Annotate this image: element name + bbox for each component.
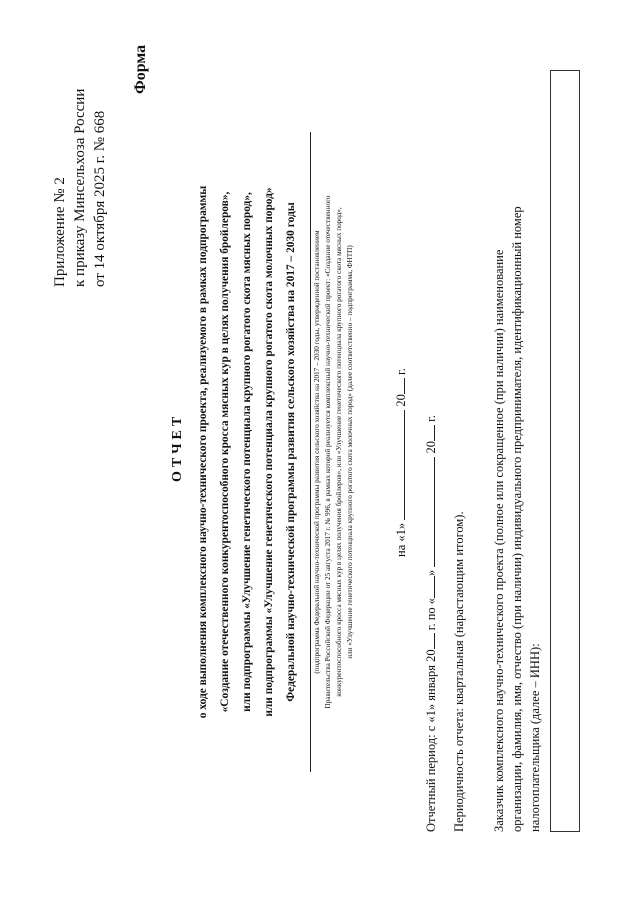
- subtitle-line: или подпрограммы «Улучшение генетического потенциала крупного рогатого скота мясных пород»,: [241, 192, 253, 712]
- appendix-order-date: от 14 октября 2025 г. № 668: [92, 110, 108, 287]
- report-date-year-blank[interactable]: [392, 378, 405, 394]
- subtitle-line: Федеральной научно-технической программы развития сельского хозяйства на 2017 – 2030 годы: [285, 202, 297, 702]
- report-title: ОТЧЕТ: [170, 412, 185, 482]
- period-prefix: Отчетный период: с «1» января 20: [424, 649, 438, 832]
- note-line: конкурентоспособного кросса мясных кур в целях получения бройлеров», или «Улучшение генетического потенциала крупного рогатого скота мясных пород»,: [335, 207, 343, 697]
- subtitle-line: о ходе выполнения комплексного научно-технического проекта, реализуемого в рамках подпрограммы: [197, 185, 209, 719]
- subtitle-rule: [310, 132, 311, 772]
- subprogram-note: [312, 132, 356, 772]
- rotated-form-sheet: [20, 32, 620, 872]
- period-start-year-blank[interactable]: [422, 633, 435, 649]
- period-suffix: г.: [424, 414, 438, 422]
- customer-input-box[interactable]: [550, 70, 580, 832]
- customer-line: организации, фамилия, имя, отчество (при наличии) индивидуального предпринимателя, идентификационный номер: [510, 206, 524, 832]
- appendix-order-ref: к приказу Минсельхоза России: [72, 88, 88, 287]
- report-periodicity: Периодичность отчета: квартальная (нарастающим итогом).: [452, 511, 466, 832]
- report-date-suffix: г.: [394, 368, 408, 375]
- period-mid: г. по «: [424, 597, 438, 631]
- report-date-year-prefix: 20: [394, 394, 408, 407]
- form-label: Форма: [132, 44, 149, 94]
- report-date-month-blank[interactable]: [392, 410, 405, 520]
- note-line: Правительства Российской Федерации от 25 августа 2017 г. № 996, в рамках которой реализуется комплексный научно-технический проект: «Создание отечественного: [324, 195, 332, 709]
- reporting-period-line: [422, 415, 439, 832]
- subtitle-line: «Создание отечественного конкурентоспособного кросса мясных кур в целях получения бройлеров»,: [219, 191, 231, 713]
- appendix-number: Приложение № 2: [52, 177, 68, 287]
- customer-line: Заказчик комплексного научно-технического проекта (полное или сокращенное (при наличии) наименование: [492, 249, 506, 832]
- report-date-prefix: на «1»: [394, 522, 408, 557]
- subtitle-line: или подпрограммы «Улучшение генетического потенциала крупного рогатого скота молочных пород»: [263, 187, 275, 717]
- period-quote: »: [424, 569, 438, 576]
- period-end-year-blank[interactable]: [422, 425, 435, 441]
- period-end-month-blank[interactable]: [422, 457, 435, 567]
- note-line: или «Улучшение генетического потенциала крупного рогатого скота молочных пород» (далее соответственно – подпрограмма, ФНТП): [346, 245, 354, 659]
- period-end-day-blank[interactable]: [422, 576, 435, 598]
- report-date-line: [392, 368, 409, 557]
- customer-line: налогоплательщика (далее – ИНН):: [528, 643, 542, 832]
- note-line: (подпрограмма Федеральной научно-технической программы развития сельского хозяйства на 2017 – 2030 годы, утвержденной постановлением: [313, 230, 321, 674]
- period-end-year-prefix: 20: [424, 440, 438, 454]
- appendix-block: [50, 89, 110, 287]
- report-subtitle: [192, 132, 302, 772]
- customer-description: [490, 72, 544, 832]
